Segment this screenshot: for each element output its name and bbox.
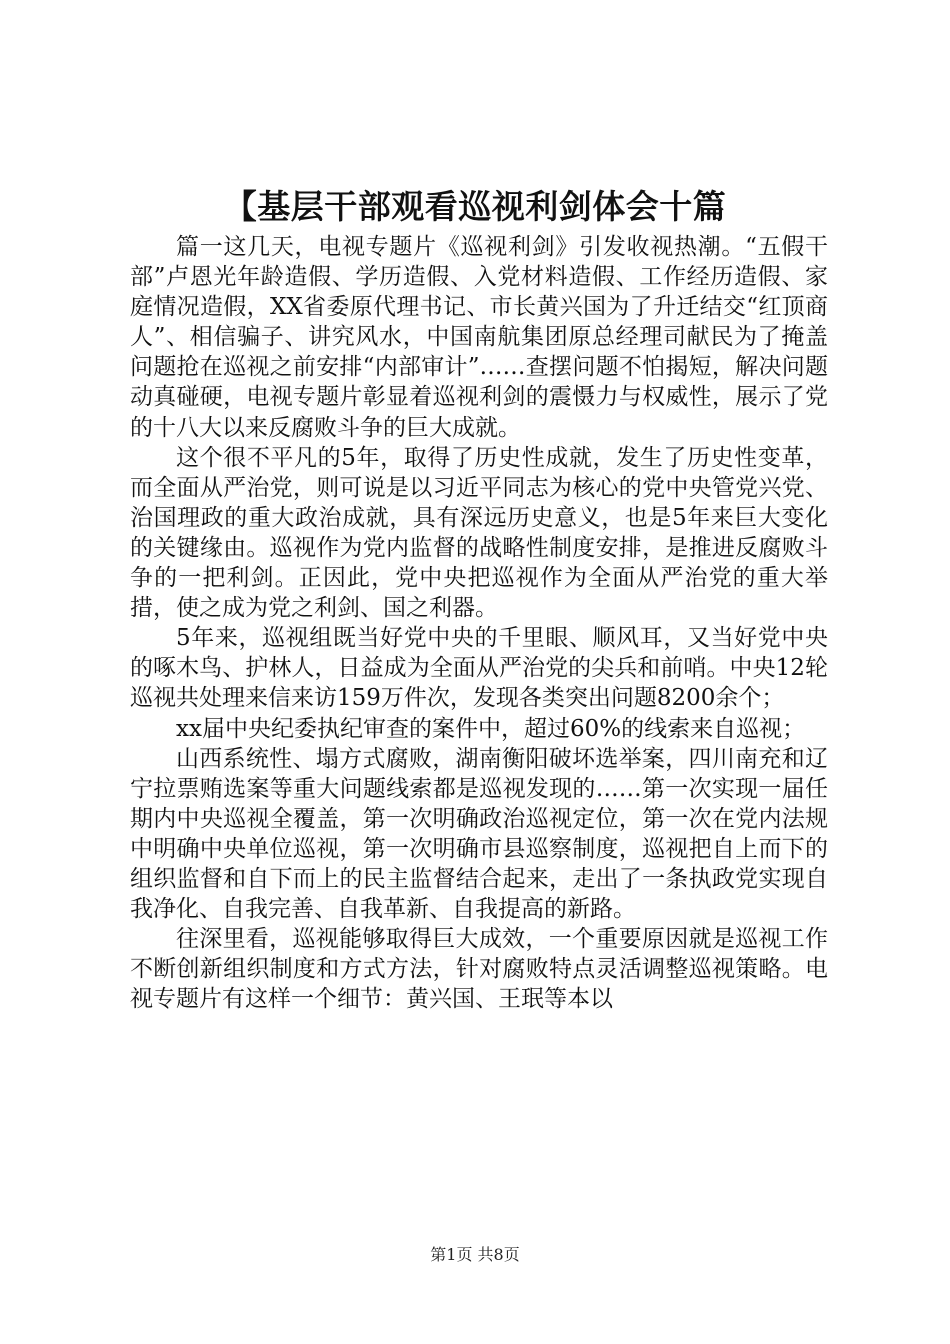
paragraph-4: xx届中央纪委执纪审查的案件中，超过60%的线索来自巡视； bbox=[176, 715, 806, 742]
page-footer: 第1页 共8页 bbox=[430, 1245, 520, 1264]
document-body bbox=[130, 232, 828, 1014]
paragraph-2: 这个很不平凡的5年，取得了历史性成就，发生了历史性变革，而全面从严治党，则可说是以习近平同志为核心的党中央管党兴党、治国理政的重大政治成就，具有深远历史意义，也是5年来巨大变化的关键缘由。巡视作为党内监督的战略性制度安排，是推进反腐败斗争的一把利剑。正因此，党中央把巡视作为全面从严治党的重大举措，使之成为党之利剑、国之利器。 bbox=[130, 444, 828, 622]
paragraph-1: 篇一这几天，电视专题片《巡视利剑》引发收视热潮。“五假干部”卢恩光年龄造假、学历造假、入党材料造假、工作经历造假、家庭情况造假，XX省委原代理书记、市长黄兴国为了升迁结交“红顶商人”、相信骗子、讲究风水，中国南航集团原总经理司献民为了掩盖问题抢在巡视之前安排“内部审计”……查摆问题不怕揭短，解决问题动真碰硬，电视专题片彰显着巡视利剑的震慑力与权威性，展示了党的十八大以来反腐败斗争的巨大成就。 bbox=[130, 234, 828, 441]
paragraph-6: 往深里看，巡视能够取得巨大成效，一个重要原因就是巡视工作不断创新组织制度和方式方法，针对腐败特点灵活调整巡视策略。电视专题片有这样一个细节：黄兴国、王珉等本以 bbox=[130, 926, 828, 1013]
paragraph-3: 5年来，巡视组既当好党中央的千里眼、顺风耳，又当好党中央的啄木鸟、护林人，日益成为全面从严治党的尖兵和前哨。中央12轮巡视共处理来信来访159万件次，发现各类突出问题8200余个； bbox=[130, 625, 828, 712]
document-title: 【基层干部观看巡视利剑体会十篇 bbox=[223, 187, 727, 226]
paragraph-5: 山西系统性、塌方式腐败，湖南衡阳破坏选举案，四川南充和辽宁拉票贿选案等重大问题线索都是巡视发现的……第一次实现一届任期内中央巡视全覆盖，第一次明确政治巡视定位，第一次在党内法规中明确中央单位巡视，第一次明确市县巡察制度，巡视把自上而下的组织监督和自下而上的民主监督结合起来，走出了一条执政党实现自我净化、自我完善、自我革新、自我提高的新路。 bbox=[130, 745, 828, 923]
